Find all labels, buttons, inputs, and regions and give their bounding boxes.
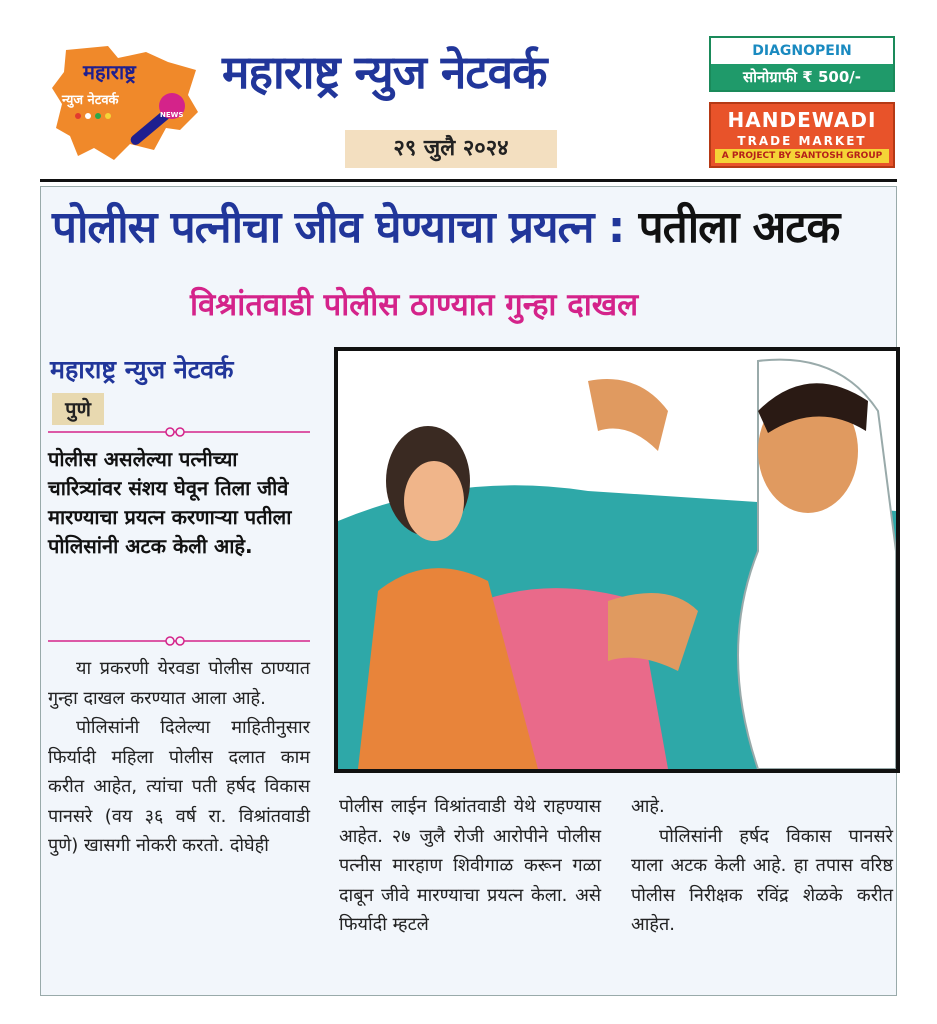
logo-subtitle: न्युज नेटवर्क: [62, 93, 119, 108]
ad2-tagline: A PROJECT BY SANTOSH GROUP: [715, 149, 889, 163]
dateline-place: पुणे: [52, 393, 104, 425]
issue-date: २९ जुलै २०२४: [345, 130, 557, 168]
masthead-title: महाराष्ट्र न्युज नेटवर्क: [222, 45, 547, 99]
headline-end: पतीला अटक: [638, 202, 840, 253]
ad1-offer: सोनोग्राफी ₹ 500/-: [711, 64, 893, 90]
headline-main: पोलीस पत्नीचा जीव घेण्याचा प्रयत्न :: [52, 202, 639, 253]
col3-paragraph-1: आहे.: [631, 796, 665, 817]
domestic-violence-illustration-icon: [338, 351, 896, 769]
col3-paragraph-2: पोलिसांनी हर्षद विकास पानसरे याला अटक केली आहे. हा तपास वरिष्ठ पोलीस निरीक्षक रविंद्र शेळके करीत आहेत.: [631, 825, 893, 935]
body-column-1: [48, 654, 310, 861]
lead-paragraph: पोलीस असलेल्या पत्नीच्या चारित्र्यांवर संशय घेवून तिला जीवे मारण्याचा प्रयत्न करणाऱ्या पतीला पोलिसांनी अटक केली आहे.: [48, 447, 292, 558]
ad2-name: HANDEWADI: [727, 108, 877, 132]
masthead-divider: [40, 179, 897, 182]
article-headline: [52, 195, 887, 255]
col1-paragraph-2: पोलिसांनी दिलेल्या माहितीनुसार फिर्यादी महिला पोलीस दलात काम करीत आहेत, त्यांचा पती हर्षद विकास पानसरे (वय ३६ वर्ष रा. विश्रांतवाडी पुणे) खासगी नोकरी करतो. दोघेही: [48, 717, 310, 856]
ornament-divider-icon: [48, 425, 310, 439]
col1-paragraph-1: या प्रकरणी येरवडा पोलीस ठाण्यात गुन्हा दाखल करण्यात आला आहे.: [48, 658, 310, 709]
logo-title: महाराष्ट्र: [83, 60, 136, 84]
body-column-3: [631, 792, 893, 940]
handewadi-ad[interactable]: [709, 102, 895, 168]
ad1-brand: DIAGNOPEIN: [752, 43, 852, 59]
article-illustration: [334, 347, 900, 773]
diagnopein-ad[interactable]: [709, 36, 895, 92]
body-column-2: [339, 792, 601, 940]
col2-paragraph-1: पोलीस लाईन विश्रांतवाडी येथे राहण्यास आहेत. २७ जुलै रोजी आरोपीने पोलीस पत्नीस मारहाण शिवीगाळ करून गळा दाबून जीवे मारण्याचा प्रयत्न केला. असे फिर्यादी म्हटले: [339, 796, 601, 935]
article-subheadline: विश्रांतवाडी पोलीस ठाण्यात गुन्हा दाखल: [190, 287, 639, 323]
ornament-divider-icon: [48, 634, 310, 648]
ad2-sub: TRADE MARKET: [737, 134, 867, 148]
byline: महाराष्ट्र न्युज नेटवर्क: [50, 355, 234, 384]
logo-mic-label: NEWS: [160, 111, 184, 119]
